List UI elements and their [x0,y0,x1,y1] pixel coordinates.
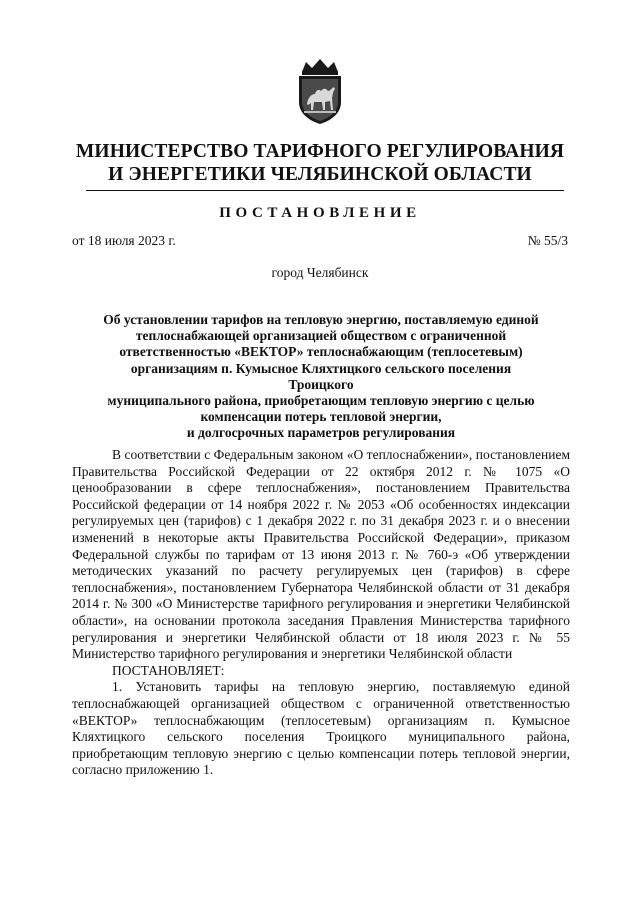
document-type: ПОСТАНОВЛЕНИЕ [219,205,421,221]
document-date: от 18 июля 2023 г. [72,233,176,248]
document-body [72,447,570,779]
document-number: № 55/3 [527,233,568,248]
header-divider [86,190,564,191]
subject-line: ответственностью «ВЕКТОР» теплоснабжающим (теплосетевым) [119,344,523,360]
coat-of-arms-icon [292,58,348,126]
document-subject [100,312,542,442]
ministry-name [60,140,580,186]
subject-line: теплоснабжающей организацией обществом с ограниченной [135,328,507,344]
ministry-name-line-1: МИНИСТЕРСТВО ТАРИФНОГО РЕГУЛИРОВАНИЯ [75,141,565,162]
item-1-paragraph: 1. Установить тарифы на тепловую энергию, поставляемую единой теплоснабжающей организацией обществом с ограниченной ответственностью «ВЕКТОР» теплоснабжающим (теплосетевым) организациям п. Кумысное Кляхтицкого сельского поселения Троицкого муниципального района, приобретающим тепловую энергию с целью компенсации потерь тепловой энергии, согласно приложению 1. [72,679,570,778]
document-city: город Челябинск [271,265,369,280]
subject-line: и долгосрочных параметров регулирования [186,425,456,441]
subject-line: организациям п. Кумысное Кляхтицкого сельского поселения Троицкого [130,360,512,392]
preamble-paragraph: В соответствии с Федеральным законом «О теплоснабжении», постановлением Правительства Российской Федерации от 22 октября 2012 г. № 1075 «О ценообразовании в сфере теплоснабжения», постановлением Правительства Российской федерации от 14 ноября 2022 г. № 2053 «Об особенностях индексации регулируемых цен (тарифов) с 1 декабря 2022 г. по 31 декабря 2023 г. и о внесении изменений в некоторые акты Правительства Российской Федерации», приказом Федеральной службы по тарифам от 13 июня 2013 г. № 760-э «Об утверждении методических указаний по расчету регулируемых цен (тарифов) в сфере теплоснабжения», постановлением Губернатора Челябинской области от 31 декабря 2014 г. № 300 «О Министерстве тарифного регулирования и энергетики Челябинской области», на основании протокола заседания Правления Министерства тарифного регулирования и энергетики Челябинской области от 18 июля 2023 г. № 55 Министерство тарифного регулирования и энергетики Челябинской области [72,447,570,662]
subject-line: Об установлении тарифов на тепловую энергию, поставляемую единой [103,312,539,327]
subject-line: муниципального района, приобретающим тепловую энергию с целью [107,393,535,409]
ministry-name-line-2: И ЭНЕРГЕТИКИ ЧЕЛЯБИНСКОЙ ОБЛАСТИ [108,164,532,185]
subject-line: компенсации потерь тепловой энергии, [200,409,442,425]
decree-word: ПОСТАНОВЛЯЕТ: [112,662,225,678]
